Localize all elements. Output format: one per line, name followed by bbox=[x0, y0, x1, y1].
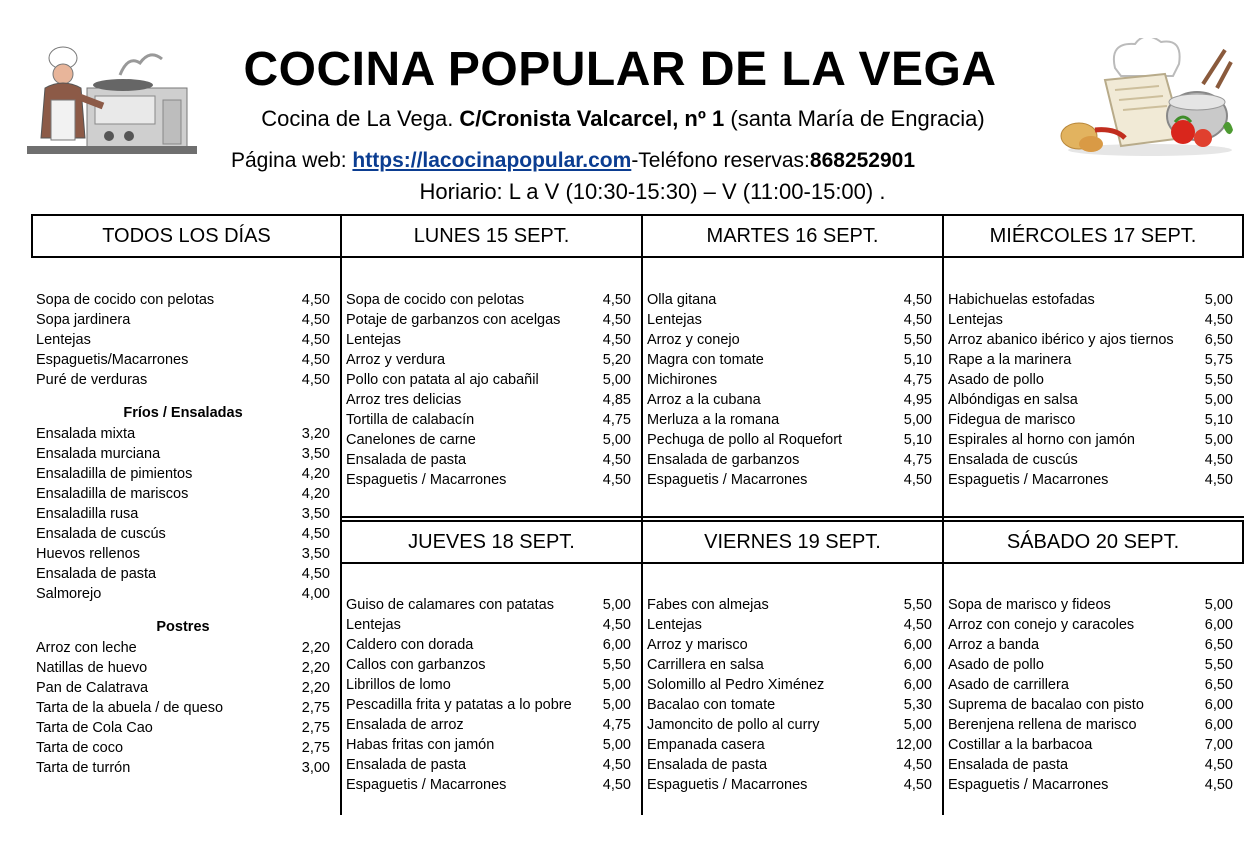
dish-price: 4,75 bbox=[602, 412, 631, 428]
dish-price: 5,00 bbox=[602, 677, 631, 693]
menu-item bbox=[647, 615, 932, 635]
dish-name: Merluza a la romana bbox=[647, 412, 780, 428]
dish-name: Arroz a la cubana bbox=[647, 392, 761, 408]
menu-item bbox=[36, 310, 330, 330]
dish-price: 4,75 bbox=[903, 452, 932, 468]
dish-name: Sopa jardinera bbox=[36, 312, 131, 328]
dish-price: 3,20 bbox=[301, 426, 330, 442]
menu-item bbox=[36, 718, 330, 738]
dish-price: 5,10 bbox=[903, 352, 932, 368]
dish-name: Ensalada de garbanzos bbox=[647, 452, 800, 468]
dish-price: 5,75 bbox=[1204, 352, 1233, 368]
address-prefix: Cocina de La Vega. bbox=[261, 106, 460, 131]
dish-price: 6,50 bbox=[1204, 332, 1233, 348]
dish-price: 4,50 bbox=[301, 332, 330, 348]
dish-price: 4,50 bbox=[602, 292, 631, 308]
dish-name: Habas fritas con jamón bbox=[346, 737, 495, 753]
dish-price: 4,50 bbox=[301, 312, 330, 328]
dish-name: Natillas de huevo bbox=[36, 660, 148, 676]
dish-name: Lentejas bbox=[346, 332, 401, 348]
column-viernes bbox=[647, 595, 932, 795]
menu-item bbox=[647, 775, 932, 795]
dish-name: Lentejas bbox=[346, 617, 401, 633]
dish-name: Fabes con almejas bbox=[647, 597, 769, 613]
menu-item bbox=[647, 675, 932, 695]
menu-item bbox=[647, 655, 932, 675]
menu-item bbox=[36, 564, 330, 584]
menu-item bbox=[948, 290, 1233, 310]
dish-price: 5,00 bbox=[1204, 292, 1233, 308]
menu-item bbox=[36, 504, 330, 524]
dish-name: Pescadilla frita y patatas a lo pobre bbox=[346, 697, 572, 713]
dish-name: Ensaladilla de pimientos bbox=[36, 466, 193, 482]
menu-item bbox=[948, 370, 1233, 390]
dish-name: Ensalada de arroz bbox=[346, 717, 464, 733]
dish-price: 2,20 bbox=[301, 640, 330, 656]
dish-price: 4,50 bbox=[602, 332, 631, 348]
menu-item bbox=[948, 635, 1233, 655]
section-frios-title: Fríos / Ensaladas bbox=[123, 405, 243, 421]
dish-price: 5,30 bbox=[903, 697, 932, 713]
dish-name: Espaguetis / Macarrones bbox=[948, 777, 1109, 793]
chef-hat-cookbook-icon bbox=[1055, 38, 1235, 158]
menu-item bbox=[948, 410, 1233, 430]
dish-price: 4,20 bbox=[301, 486, 330, 502]
dish-name: Asado de pollo bbox=[948, 657, 1044, 673]
dish-name: Espaguetis / Macarrones bbox=[647, 777, 808, 793]
dish-price: 6,00 bbox=[903, 677, 932, 693]
menu-item bbox=[346, 695, 631, 715]
menu-item bbox=[36, 370, 330, 390]
menu-item bbox=[36, 758, 330, 778]
dish-price: 6,00 bbox=[903, 637, 932, 653]
dish-name: Librillos de lomo bbox=[346, 677, 451, 693]
header-miercoles bbox=[942, 214, 1244, 258]
menu-item bbox=[647, 310, 932, 330]
dish-name: Ensalada murciana bbox=[36, 446, 161, 462]
dish-price: 5,00 bbox=[1204, 432, 1233, 448]
dish-price: 5,50 bbox=[903, 597, 932, 613]
dish-price: 4,50 bbox=[301, 566, 330, 582]
menu-item bbox=[36, 544, 330, 564]
menu-item bbox=[647, 350, 932, 370]
dish-name: Carrillera en salsa bbox=[647, 657, 764, 673]
menu-item bbox=[948, 330, 1233, 350]
menu-item bbox=[346, 655, 631, 675]
menu-item bbox=[647, 755, 932, 775]
dish-price: 4,50 bbox=[903, 757, 932, 773]
dish-price: 6,00 bbox=[1204, 617, 1233, 633]
dish-name: Suprema de bacalao con pisto bbox=[948, 697, 1144, 713]
dish-name: Canelones de carne bbox=[346, 432, 476, 448]
dish-name: Empanada casera bbox=[647, 737, 765, 753]
dish-price: 5,00 bbox=[903, 412, 932, 428]
dish-name: Lentejas bbox=[948, 312, 1003, 328]
header-martes-label: MARTES 16 SEPT. bbox=[706, 224, 879, 247]
dish-name: Tortilla de calabacín bbox=[346, 412, 475, 428]
header-jueves-label: JUEVES 18 SEPT. bbox=[408, 530, 575, 553]
dish-price: 4,50 bbox=[903, 312, 932, 328]
header-viernes-label: VIERNES 19 SEPT. bbox=[704, 530, 881, 553]
dish-name: Rape a la marinera bbox=[948, 352, 1072, 368]
dish-name: Lentejas bbox=[647, 617, 702, 633]
menu-item bbox=[36, 678, 330, 698]
dish-name: Solomillo al Pedro Ximénez bbox=[647, 677, 825, 693]
dish-price: 2,20 bbox=[301, 680, 330, 696]
header-jueves bbox=[340, 520, 643, 564]
menu-item bbox=[647, 370, 932, 390]
dish-name: Magra con tomate bbox=[647, 352, 764, 368]
dish-price: 2,20 bbox=[301, 660, 330, 676]
column-divider bbox=[942, 256, 944, 815]
dish-name: Berenjena rellena de marisco bbox=[948, 717, 1137, 733]
dish-name: Lentejas bbox=[647, 312, 702, 328]
menu-item bbox=[36, 658, 330, 678]
dish-name: Espaguetis / Macarrones bbox=[346, 472, 507, 488]
menu-item bbox=[647, 290, 932, 310]
dish-name: Espaguetis / Macarrones bbox=[346, 777, 507, 793]
dish-name: Asado de pollo bbox=[948, 372, 1044, 388]
dish-price: 5,00 bbox=[602, 597, 631, 613]
menu-item bbox=[948, 390, 1233, 410]
dish-name: Bacalao con tomate bbox=[647, 697, 776, 713]
dish-name: Tarta de Cola Cao bbox=[36, 720, 153, 736]
dish-price: 5,00 bbox=[602, 697, 631, 713]
address-suffix: (santa María de Engracia) bbox=[724, 106, 985, 131]
dish-price: 2,75 bbox=[301, 700, 330, 716]
dish-price: 5,00 bbox=[1204, 597, 1233, 613]
menu-item bbox=[346, 635, 631, 655]
dish-name: Ensalada de cuscús bbox=[36, 526, 166, 542]
menu-item bbox=[647, 595, 932, 615]
column-jueves bbox=[346, 595, 631, 795]
dish-name: Ensalada de pasta bbox=[346, 757, 467, 773]
dish-name: Callos con garbanzos bbox=[346, 657, 486, 673]
dish-name: Arroz con conejo y caracoles bbox=[948, 617, 1135, 633]
dish-price: 5,10 bbox=[1204, 412, 1233, 428]
menu-item bbox=[647, 410, 932, 430]
dish-price: 4,20 bbox=[301, 466, 330, 482]
column-miercoles bbox=[948, 290, 1233, 490]
dish-price: 4,50 bbox=[301, 292, 330, 308]
dish-name: Albóndigas en salsa bbox=[948, 392, 1078, 408]
dish-price: 4,50 bbox=[1204, 472, 1233, 488]
dish-name: Ensaladilla de mariscos bbox=[36, 486, 189, 502]
dish-price: 4,50 bbox=[602, 452, 631, 468]
dish-price: 3,50 bbox=[301, 506, 330, 522]
dish-price: 4,50 bbox=[1204, 777, 1233, 793]
menu-item bbox=[948, 715, 1233, 735]
dish-name: Puré de verduras bbox=[36, 372, 148, 388]
dish-price: 5,20 bbox=[602, 352, 631, 368]
menu-item bbox=[948, 595, 1233, 615]
dish-name: Michirones bbox=[647, 372, 718, 388]
dish-name: Ensaladilla rusa bbox=[36, 506, 139, 522]
dish-price: 4,50 bbox=[301, 526, 330, 542]
dish-name: Salmorejo bbox=[36, 586, 102, 602]
menu-item bbox=[948, 755, 1233, 775]
dish-name: Tarta de coco bbox=[36, 740, 124, 756]
header-lunes bbox=[340, 214, 643, 258]
menu-item bbox=[948, 470, 1233, 490]
dish-name: Ensalada de pasta bbox=[36, 566, 157, 582]
dish-name: Potaje de garbanzos con acelgas bbox=[346, 312, 561, 328]
header-viernes bbox=[641, 520, 944, 564]
menu-item bbox=[948, 735, 1233, 755]
dish-price: 4,50 bbox=[602, 472, 631, 488]
header-lunes-label: LUNES 15 SEPT. bbox=[413, 224, 570, 247]
dish-name: Espaguetis/Macarrones bbox=[36, 352, 189, 368]
phone-label: -Teléfono reservas: bbox=[631, 149, 810, 172]
dish-price: 7,00 bbox=[1204, 737, 1233, 753]
header-miercoles-label: MIÉRCOLES 17 SEPT. bbox=[989, 224, 1197, 247]
dish-name: Habichuelas estofadas bbox=[948, 292, 1095, 308]
menu-item bbox=[346, 775, 631, 795]
header-sabado bbox=[942, 520, 1244, 564]
menu-item bbox=[346, 735, 631, 755]
dish-price: 5,50 bbox=[1204, 657, 1233, 673]
dish-price: 4,50 bbox=[903, 777, 932, 793]
dish-name: Espirales al horno con jamón bbox=[948, 432, 1135, 448]
dish-name: Ensalada mixta bbox=[36, 426, 136, 442]
dish-price: 4,50 bbox=[903, 292, 932, 308]
menu-item bbox=[36, 350, 330, 370]
menu-item bbox=[346, 330, 631, 350]
dish-price: 3,50 bbox=[301, 446, 330, 462]
menu-item bbox=[647, 715, 932, 735]
dish-price: 5,50 bbox=[602, 657, 631, 673]
menu-item bbox=[36, 698, 330, 718]
dish-price: 4,50 bbox=[602, 757, 631, 773]
menu-item bbox=[647, 470, 932, 490]
dish-name: Costillar a la barbacoa bbox=[948, 737, 1093, 753]
column-divider bbox=[641, 256, 643, 815]
menu-item bbox=[36, 330, 330, 350]
dish-price: 4,50 bbox=[1204, 312, 1233, 328]
dish-name: Espaguetis / Macarrones bbox=[647, 472, 808, 488]
menu-item bbox=[36, 424, 330, 444]
menu-item bbox=[948, 695, 1233, 715]
dish-price: 4,50 bbox=[903, 617, 932, 633]
dish-name: Ensalada de pasta bbox=[346, 452, 467, 468]
dish-price: 5,50 bbox=[1204, 372, 1233, 388]
opening-hours: Horiario: L a V (10:30-15:30) – V (11:00-15:00) . bbox=[419, 179, 886, 204]
dish-name: Arroz y marisco bbox=[647, 637, 748, 653]
menu-item bbox=[36, 290, 330, 310]
dish-name: Tarta de turrón bbox=[36, 760, 131, 776]
menu-item bbox=[647, 735, 932, 755]
dish-price: 4,50 bbox=[602, 777, 631, 793]
dish-name: Ensalada de cuscús bbox=[948, 452, 1078, 468]
dish-price: 4,50 bbox=[1204, 757, 1233, 773]
dish-price: 5,00 bbox=[903, 717, 932, 733]
menu-item bbox=[346, 595, 631, 615]
menu-item bbox=[647, 635, 932, 655]
dish-price: 6,00 bbox=[1204, 717, 1233, 733]
menu-item bbox=[36, 444, 330, 464]
restaurant-title: COCINA POPULAR DE LA VEGA bbox=[243, 43, 997, 96]
menu-item bbox=[346, 370, 631, 390]
dish-price: 5,00 bbox=[602, 432, 631, 448]
column-divider bbox=[340, 256, 342, 815]
menu-item bbox=[948, 775, 1233, 795]
dish-price: 4,00 bbox=[301, 586, 330, 602]
dish-name: Arroz y conejo bbox=[647, 332, 740, 348]
dish-name: Arroz con leche bbox=[36, 640, 137, 656]
menu-item bbox=[36, 484, 330, 504]
dish-name: Fidegua de marisco bbox=[948, 412, 1076, 428]
dish-name: Espaguetis / Macarrones bbox=[948, 472, 1109, 488]
dish-price: 4,50 bbox=[301, 352, 330, 368]
header-todos-label: TODOS LOS DÍAS bbox=[102, 224, 271, 247]
dish-price: 6,00 bbox=[1204, 697, 1233, 713]
menu-item bbox=[346, 430, 631, 450]
menu-item bbox=[647, 450, 932, 470]
menu-item bbox=[948, 350, 1233, 370]
menu-item bbox=[948, 615, 1233, 635]
dish-price: 4,50 bbox=[602, 312, 631, 328]
menu-item bbox=[346, 615, 631, 635]
dish-name: Tarta de la abuela / de queso bbox=[36, 700, 224, 716]
dish-name: Olla gitana bbox=[647, 292, 717, 308]
dish-price: 4,50 bbox=[903, 472, 932, 488]
menu-item bbox=[647, 390, 932, 410]
dish-name: Sopa de cocido con pelotas bbox=[346, 292, 525, 308]
menu-item bbox=[346, 390, 631, 410]
dish-price: 6,50 bbox=[1204, 677, 1233, 693]
dish-price: 4,75 bbox=[903, 372, 932, 388]
dish-name: Arroz a banda bbox=[948, 637, 1040, 653]
menu-item bbox=[36, 464, 330, 484]
dish-name: Arroz abanico ibérico y ajos tiernos bbox=[948, 332, 1174, 348]
menu-item bbox=[346, 675, 631, 695]
menu-item bbox=[647, 695, 932, 715]
section-postres-title: Postres bbox=[156, 619, 210, 635]
dish-name: Pechuga de pollo al Roquefort bbox=[647, 432, 843, 448]
dish-price: 6,00 bbox=[903, 657, 932, 673]
dish-price: 6,50 bbox=[1204, 637, 1233, 653]
menu-item bbox=[346, 410, 631, 430]
column-lunes bbox=[346, 290, 631, 490]
dish-price: 3,00 bbox=[301, 760, 330, 776]
menu-item bbox=[36, 738, 330, 758]
menu-item bbox=[647, 430, 932, 450]
menu-item bbox=[948, 430, 1233, 450]
dish-name: Ensalada de pasta bbox=[948, 757, 1069, 773]
menu-item bbox=[346, 310, 631, 330]
menu-item bbox=[346, 470, 631, 490]
header-sabado-label: SÁBADO 20 SEPT. bbox=[1006, 530, 1180, 553]
dish-name: Huevos rellenos bbox=[36, 546, 140, 562]
menu-item bbox=[948, 310, 1233, 330]
menu-item bbox=[346, 450, 631, 470]
dish-name: Guiso de calamares con patatas bbox=[346, 597, 554, 613]
dish-name: Caldero con dorada bbox=[346, 637, 474, 653]
dish-price: 4,50 bbox=[602, 617, 631, 633]
dish-price: 3,50 bbox=[301, 546, 330, 562]
menu-item bbox=[948, 675, 1233, 695]
phone-number: 868252901 bbox=[809, 149, 916, 172]
dish-name: Arroz tres delicias bbox=[346, 392, 462, 408]
menu-item bbox=[346, 715, 631, 735]
dish-price: 5,00 bbox=[602, 737, 631, 753]
website-link[interactable]: https://lacocinapopular.com bbox=[352, 149, 632, 172]
dish-price: 4,75 bbox=[602, 717, 631, 733]
web-label: Página web: bbox=[231, 149, 353, 172]
menu-item bbox=[948, 655, 1233, 675]
dish-price: 5,50 bbox=[903, 332, 932, 348]
dish-price: 2,75 bbox=[301, 720, 330, 736]
menu-item bbox=[346, 290, 631, 310]
dish-name: Jamoncito de pollo al curry bbox=[647, 717, 820, 733]
address-street: C/Cronista Valcarcel, nº 1 bbox=[459, 106, 725, 131]
dish-price: 6,00 bbox=[602, 637, 631, 653]
menu-item bbox=[36, 584, 330, 604]
dish-price: 2,75 bbox=[301, 740, 330, 756]
contact-line bbox=[231, 149, 915, 173]
dish-price: 4,95 bbox=[903, 392, 932, 408]
dish-price: 12,00 bbox=[895, 737, 932, 753]
menu-item bbox=[36, 638, 330, 658]
menu-item bbox=[346, 755, 631, 775]
dish-name: Arroz y verdura bbox=[346, 352, 446, 368]
dish-name: Pollo con patata al ajo cabañil bbox=[346, 372, 539, 388]
dish-price: 4,50 bbox=[301, 372, 330, 388]
menu-item bbox=[948, 450, 1233, 470]
dish-price: 4,85 bbox=[602, 392, 631, 408]
dish-price: 5,00 bbox=[1204, 392, 1233, 408]
dish-price: 4,50 bbox=[1204, 452, 1233, 468]
column-todos bbox=[36, 290, 330, 778]
dish-price: 5,00 bbox=[602, 372, 631, 388]
column-sabado bbox=[948, 595, 1233, 795]
dish-price: 5,10 bbox=[903, 432, 932, 448]
menu-item bbox=[647, 330, 932, 350]
row-divider bbox=[340, 516, 1244, 518]
menu-item bbox=[346, 350, 631, 370]
column-martes bbox=[647, 290, 932, 490]
dish-name: Asado de carrillera bbox=[948, 677, 1069, 693]
dish-name: Pan de Calatrava bbox=[36, 680, 149, 696]
dish-name: Lentejas bbox=[36, 332, 91, 348]
dish-name: Sopa de marisco y fideos bbox=[948, 597, 1111, 613]
dish-name: Sopa de cocido con pelotas bbox=[36, 292, 215, 308]
header-martes bbox=[641, 214, 944, 258]
dish-name: Ensalada de pasta bbox=[647, 757, 768, 773]
header-todos bbox=[31, 214, 342, 258]
menu-item bbox=[36, 524, 330, 544]
